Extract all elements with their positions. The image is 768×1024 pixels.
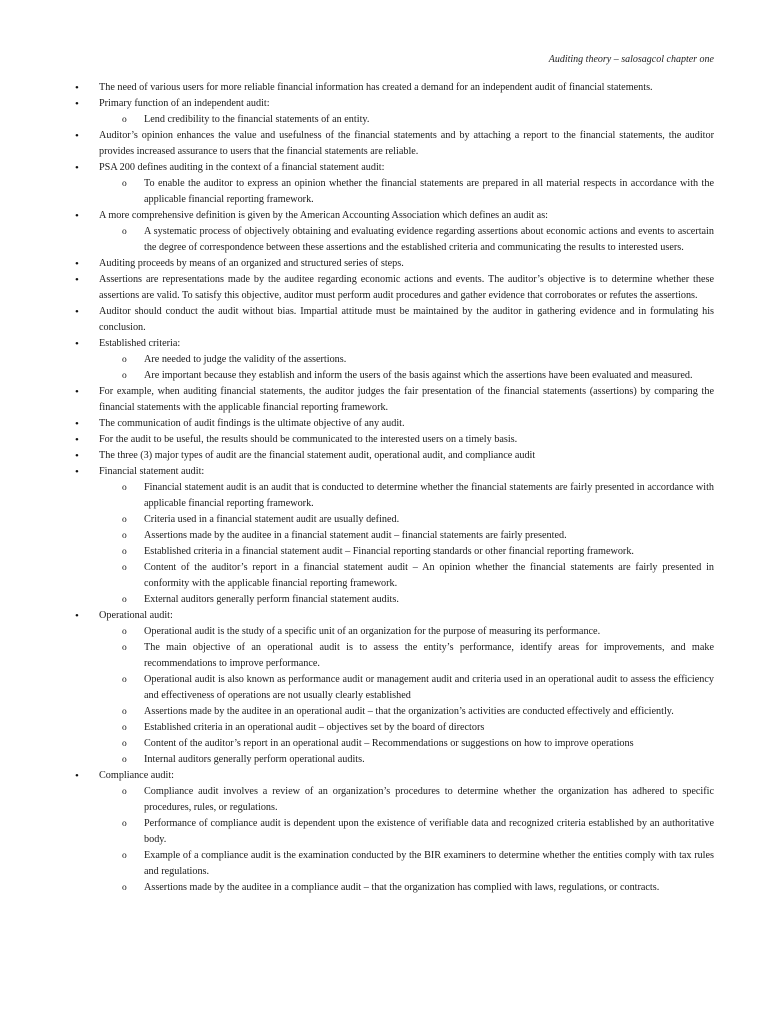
sub-bullet-item: o Assertions made by the auditee in a compliance audit – that the organization has complied with laws, regulations, or contracts. [122, 880, 714, 896]
bullet-item [75, 416, 714, 432]
sub-bullet-list [99, 480, 714, 608]
bullet-item [75, 448, 714, 464]
bullet-item [75, 80, 714, 96]
bullet-text: The need of various users for more reliable financial information has created a demand for an independent audit of financial statements. [99, 82, 653, 93]
bullet-item [75, 432, 714, 448]
document-body [75, 80, 714, 896]
sub-bullet-item: o Compliance audit involves a review of an organization’s procedures to determine whether the organization has adhered to specific procedures, rules, or regulations. [122, 784, 714, 816]
sub-bullet-list [99, 112, 714, 128]
sub-bullet-item: o Performance of compliance audit is dependent upon the existence of verifiable data and recognized criteria established by an authoritative body. [122, 816, 714, 848]
bullet-item [75, 464, 714, 608]
sub-bullet-item: o Assertions made by the auditee in a financial statement audit – financial statements are fairly presented. [122, 528, 714, 544]
bullet-item [75, 768, 714, 896]
sub-bullet-item: o Content of the auditor’s report in a financial statement audit – An opinion whether the financial statements are fairly presented in conformity with the applicable financial reporting framework. [122, 560, 714, 592]
bullet-text: The three (3) major types of audit are the financial statement audit, operational audit, and compliance audit [99, 450, 536, 461]
sub-bullet-item: o Operational audit is also known as performance audit or management audit and criteria used in an operational audit to assess the efficiency and effectiveness of operations are not usually clearly established [122, 672, 714, 704]
bullet-text: Primary function of an independent audit: [99, 98, 270, 109]
bullet-text: Auditor’s opinion enhances the value and usefulness of the financial statements and by attaching a report to the financial statements, the auditor provides increased assurance to users that the financial statements are reliable. [99, 130, 714, 157]
bullet-text: PSA 200 defines auditing in the context of a financial statement audit: [99, 162, 385, 173]
bullet-item [75, 256, 714, 272]
sub-bullet-item: o Assertions made by the auditee in an operational audit – that the organization’s activities are conducted effectively and efficiently. [122, 704, 714, 720]
sub-bullet-item: o The main objective of an operational audit is to assess the entity’s performance, identify areas for improvements, and make recommendations to improve performance. [122, 640, 714, 672]
sub-bullet-list [99, 176, 714, 208]
bullet-item [75, 608, 714, 768]
bullet-text: A more comprehensive definition is given by the American Accounting Association which defines an audit as: [99, 210, 548, 221]
sub-bullet-item: o Criteria used in a financial statement audit are usually defined. [122, 512, 714, 528]
bullet-item [75, 96, 714, 128]
sub-bullet-item: o Content of the auditor’s report in an operational audit – Recommendations or suggestions on how to improve operations [122, 736, 714, 752]
bullet-text: The communication of audit findings is the ultimate objective of any audit. [99, 418, 405, 429]
bullet-item [75, 336, 714, 384]
bullet-list [75, 80, 714, 896]
bullet-text: Auditor should conduct the audit without bias. Impartial attitude must be maintained by the auditor in gathering evidence and in formulating his conclusion. [99, 306, 714, 333]
sub-bullet-item: o Lend credibility to the financial statements of an entity. [122, 112, 714, 128]
sub-bullet-list [99, 224, 714, 256]
bullet-text: Assertions are representations made by the auditee regarding economic actions and events. The auditor’s objective is to determine whether these assertions are valid. To satisfy this objective, auditor must perform audit procedures and gather evidence that corroborates or refutes the assertions. [99, 274, 714, 301]
sub-bullet-item: o Established criteria in a financial statement audit – Financial reporting standards or other financial reporting framework. [122, 544, 714, 560]
sub-bullet-item: o Are needed to judge the validity of the assertions. [122, 352, 714, 368]
bullet-item [75, 208, 714, 256]
bullet-item [75, 160, 714, 208]
bullet-item [75, 304, 714, 336]
bullet-text: For example, when auditing financial statements, the auditor judges the fair presentation of the financial statements (assertions) by comparing the financial statements with the applicable financial reporting framework. [99, 386, 714, 413]
sub-bullet-list [99, 784, 714, 896]
bullet-item [75, 384, 714, 416]
bullet-text: Financial statement audit: [99, 466, 205, 477]
sub-bullet-item: o Operational audit is the study of a specific unit of an organization for the purpose of measuring its performance. [122, 624, 714, 640]
bullet-item [75, 128, 714, 160]
sub-bullet-item: o Financial statement audit is an audit that is conducted to determine whether the financial statements are fairly presented in accordance with applicable financial reporting framework. [122, 480, 714, 512]
sub-bullet-item: o Established criteria in an operational audit – objectives set by the board of directors [122, 720, 714, 736]
bullet-text: For the audit to be useful, the results should be communicated to the interested users on a timely basis. [99, 434, 518, 445]
sub-bullet-list [99, 624, 714, 768]
page-header: Auditing theory – salosagcol chapter one [548, 54, 714, 65]
sub-bullet-item: o Are important because they establish and inform the users of the basis against which the assertions have been evaluated and measured. [122, 368, 714, 384]
sub-bullet-list [99, 352, 714, 384]
sub-bullet-item: o To enable the auditor to express an opinion whether the financial statements are prepared in all material respects in accordance with the applicable financial reporting framework. [122, 176, 714, 208]
bullet-text: Compliance audit: [99, 770, 174, 781]
bullet-text: Auditing proceeds by means of an organized and structured series of steps. [99, 258, 404, 269]
bullet-text: Operational audit: [99, 610, 173, 621]
sub-bullet-item: o Internal auditors generally perform operational audits. [122, 752, 714, 768]
sub-bullet-item: o Example of a compliance audit is the examination conducted by the BIR examiners to determine whether the entities comply with tax rules and regulations. [122, 848, 714, 880]
bullet-text: Established criteria: [99, 338, 181, 349]
sub-bullet-item: o A systematic process of objectively obtaining and evaluating evidence regarding assertions about economic actions and events to ascertain the degree of correspondence between these assertions and the established criteria and communicating the results to interested users. [122, 224, 714, 256]
bullet-item [75, 272, 714, 304]
sub-bullet-item: o External auditors generally perform financial statement audits. [122, 592, 714, 608]
